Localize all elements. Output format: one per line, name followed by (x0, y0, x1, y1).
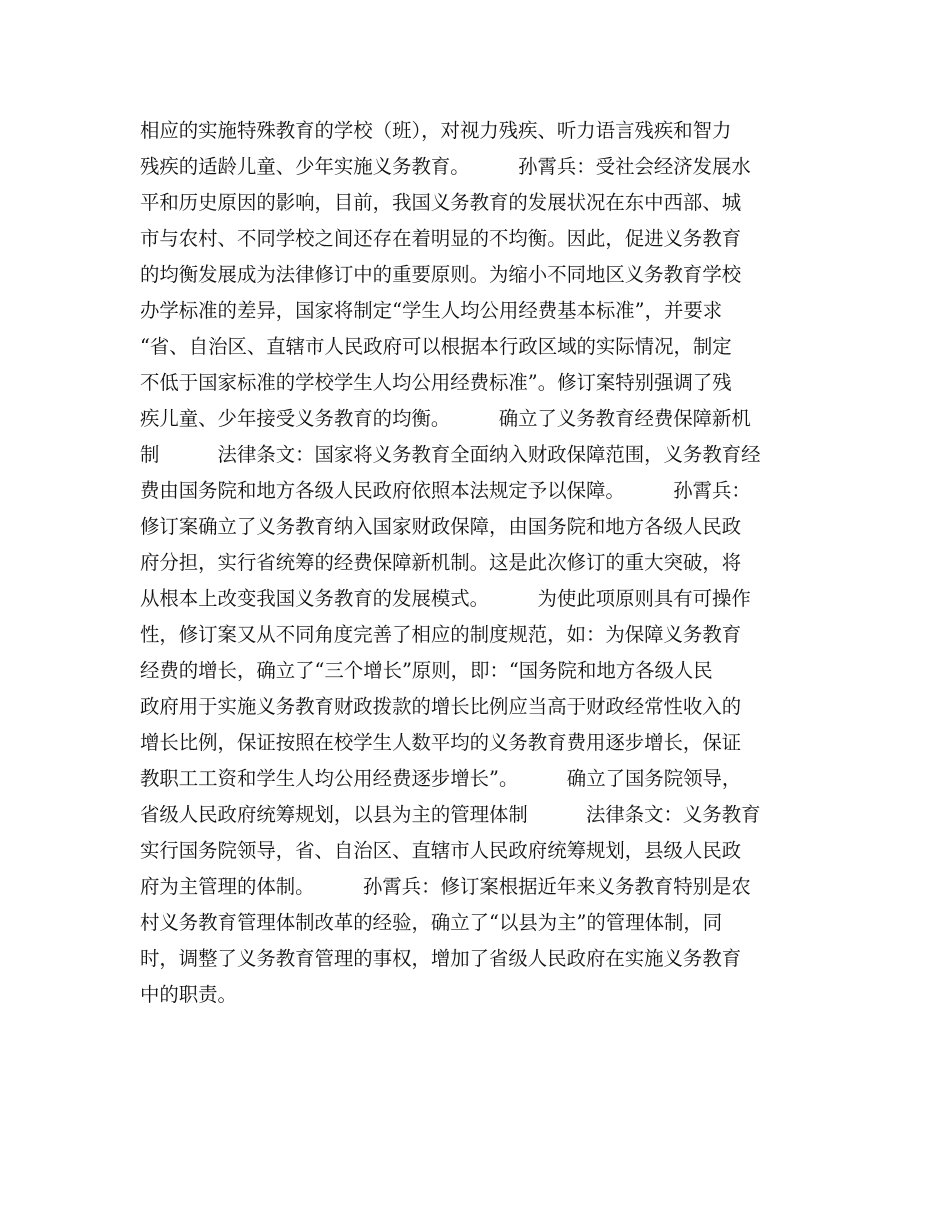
text-line: 政府用于实施义务教育财政拨款的增长比例应当高于财政经常性收入的 (140, 695, 742, 718)
text-line: 办学标准的差异，国家将制定“学生人均公用经费基本标准”，并要求 (140, 299, 723, 322)
text-line: 的均衡发展成为法律修订中的重要原则。为缩小不同地区义务教育学校 (140, 263, 742, 286)
text-line: 修订案确立了义务教育纳入国家财政保障，由国务院和地方各级人民政 (140, 515, 742, 538)
text-line: 制 法律条文：国家将义务教育全面纳入财政保障范围，义务教育经 (140, 443, 761, 466)
text-line: 时，调整了义务教育管理的事权，增加了省级人民政府在实施义务教育 (140, 947, 742, 970)
body-text (140, 113, 820, 1013)
text-line: 不低于国家标准的学校学生人均公用经费标准”。修订案特别强调了残 (140, 371, 732, 394)
text-line: 中的职责。 (140, 983, 237, 1006)
text-line: 费由国务院和地方各级人民政府依照本法规定予以保障。 孙霄兵： (140, 479, 751, 502)
text-line: 疾儿童、少年接受义务教育的均衡。 确立了义务教育经费保障新机 (140, 407, 751, 430)
text-line: 市与农村、不同学校之间还存在着明显的不均衡。因此，促进义务教育 (140, 227, 742, 250)
text-line: 增长比例，保证按照在校学生人数平均的义务教育费用逐步增长，保证 (140, 731, 742, 754)
text-line: 经费的增长，确立了“三个增长”原则，即：“国务院和地方各级人民 (140, 659, 713, 682)
text-line: 府为主管理的体制。 孙霄兵：修订案根据近年来义务教育特别是农 (140, 875, 751, 898)
text-line: 实行国务院领导，省、自治区、直辖市人民政府统筹规划，县级人民政 (140, 839, 742, 862)
text-line: “省、自治区、直辖市人民政府可以根据本行政区域的实际情况，制定 (140, 335, 732, 358)
text-line: 残疾的适龄儿童、少年实施义务教育。 孙霄兵：受社会经济发展水 (140, 155, 751, 178)
text-line: 省级人民政府统筹规划，以县为主的管理体制 法律条文：义务教育 (140, 803, 761, 826)
text-line: 村义务教育管理体制改革的经验，确立了“以县为主”的管理体制，同 (140, 911, 723, 934)
text-line: 从根本上改变我国义务教育的发展模式。 为使此项原则具有可操作 (140, 587, 751, 610)
text-line: 性，修订案又从不同角度完善了相应的制度规范，如：为保障义务教育 (140, 623, 742, 646)
text-line: 教职工工资和学生人均公用经费逐步增长”。 确立了国务院领导， (140, 767, 742, 790)
text-line: 相应的实施特殊教育的学校（班），对视力残疾、听力语言残疾和智力 (140, 119, 732, 142)
text-line: 府分担，实行省统筹的经费保障新机制。这是此次修订的重大突破，将 (140, 551, 742, 574)
text-line: 平和历史原因的影响，目前，我国义务教育的发展状况在东中西部、城 (140, 191, 742, 214)
